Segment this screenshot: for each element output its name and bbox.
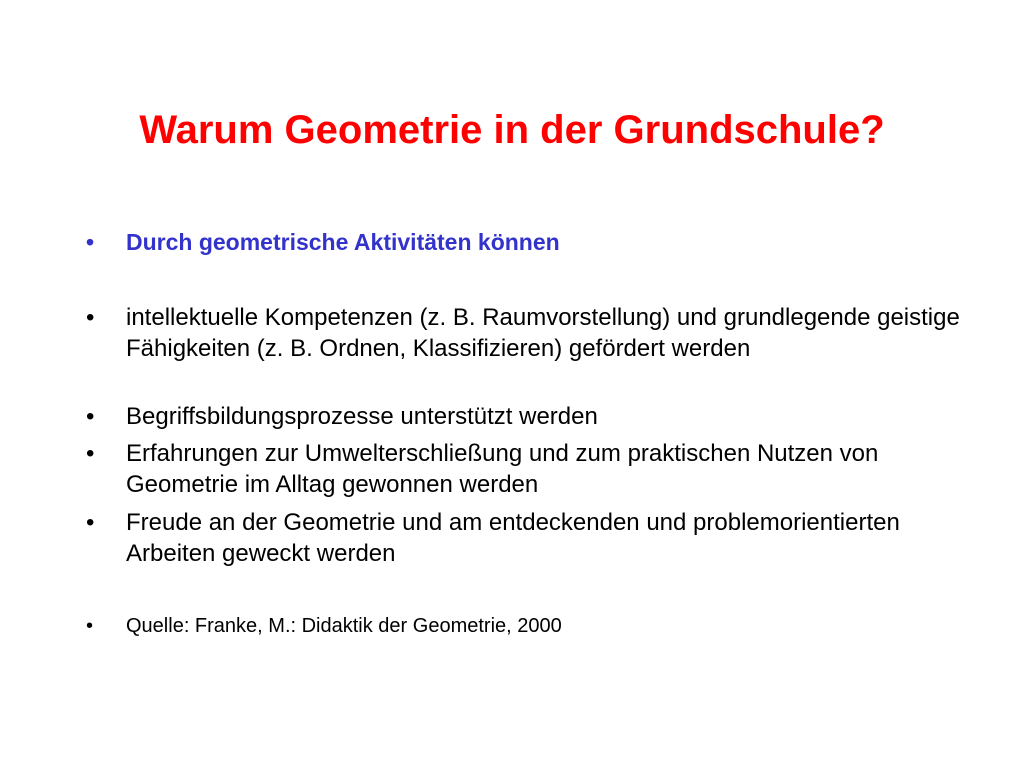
- bullet-dot: •: [86, 440, 95, 467]
- source-bullet: [86, 613, 966, 640]
- list-item-text: Erfahrungen zur Umwelterschließung und zum praktischen Nutzen von Geometrie im Alltag gewonnen werden: [126, 440, 879, 498]
- bullet-dot: •: [86, 304, 95, 331]
- list-item: [86, 438, 966, 500]
- list-item-text: Begriffsbildungsprozesse unterstützt werden: [126, 403, 598, 430]
- list-item: [86, 507, 966, 569]
- bullet-dot: •: [86, 615, 94, 637]
- intro-text: Durch geometrische Aktivitäten können: [126, 229, 560, 255]
- list-item: [86, 401, 966, 432]
- list-item: [86, 302, 966, 364]
- slide-title: Warum Geometrie in der Grundschule?: [139, 108, 885, 152]
- intro-bullet: [86, 227, 966, 257]
- list-item-text: intellektuelle Kompetenzen (z. B. Raumvorstellung) und grundlegende geistige Fähigkeiten (z. B. Ordnen, Klassifizieren) gefördert werden: [126, 304, 960, 362]
- source-text: Quelle: Franke, M.: Didaktik der Geometrie, 2000: [126, 615, 562, 637]
- bullet-dot: •: [86, 509, 95, 536]
- bullet-dot: •: [86, 229, 95, 255]
- list-item-text: Freude an der Geometrie und am entdeckenden und problemorientierten Arbeiten geweckt werden: [126, 509, 900, 567]
- bullet-dot: •: [86, 403, 95, 430]
